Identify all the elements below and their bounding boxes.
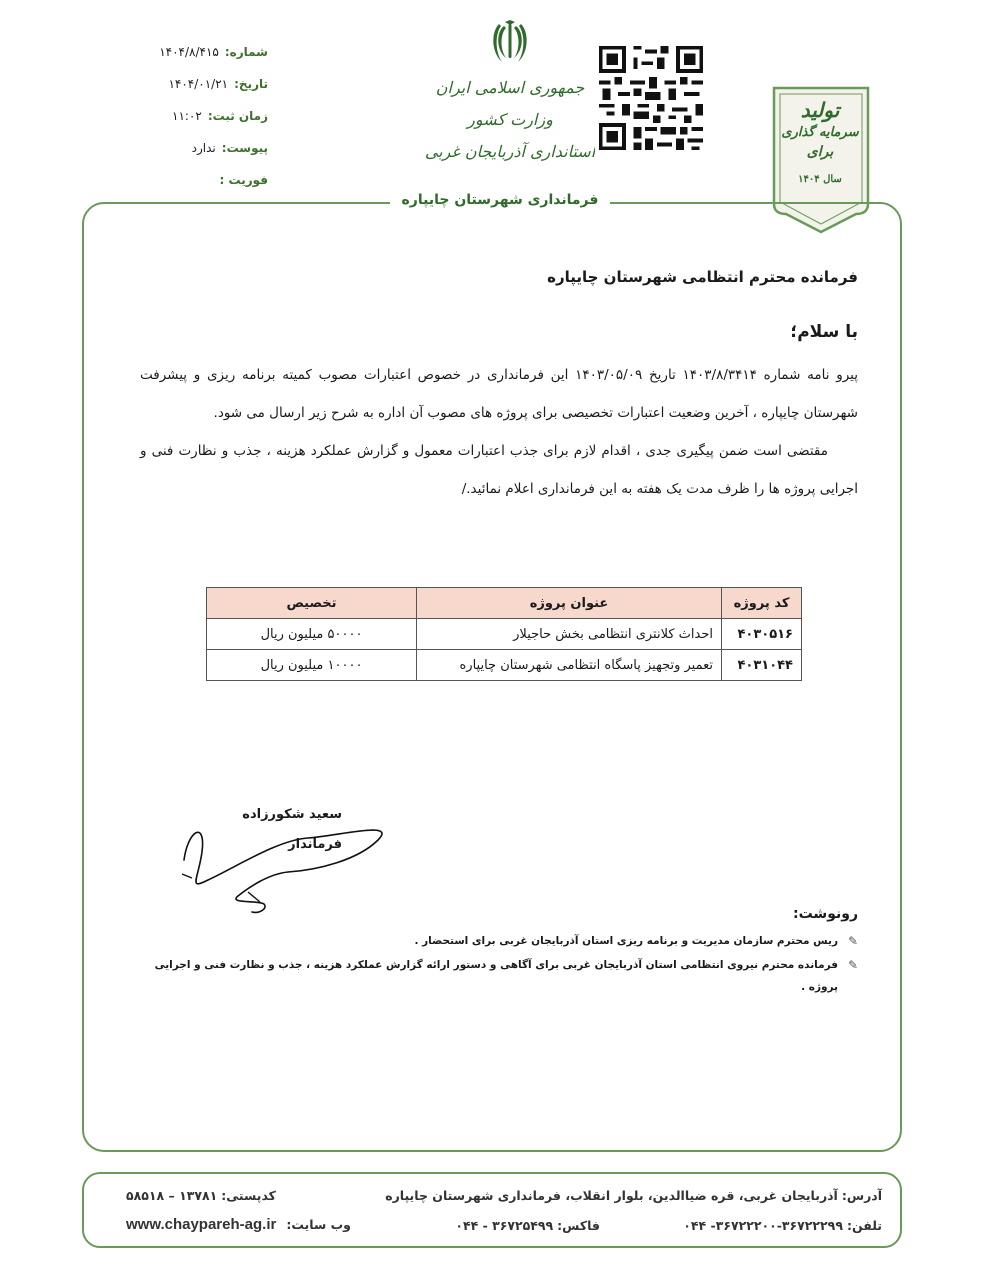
meta-urgency [138, 164, 268, 196]
signer-name: سعید شکورزاده [242, 807, 342, 822]
header-republic: جمهوری اسلامی ایران [435, 78, 585, 97]
meta-number-value: ۱۴۰۴/۸/۴۱۵ [159, 45, 219, 59]
cc-item [148, 930, 858, 952]
footer-website [126, 1216, 351, 1233]
meta-attachment-value: ندارد [191, 141, 216, 155]
table-header-row [207, 588, 802, 619]
meta-date-label: تاریخ: [234, 77, 268, 91]
cc-item [148, 954, 858, 998]
banner-year: سال ۱۴۰۴ [798, 174, 842, 185]
meta-time-label: زمان ثبت: [207, 109, 268, 123]
column-header-allocation: تخصیص [207, 588, 417, 619]
signer-title: فرماندار [288, 837, 342, 852]
column-header-code: کد پروژه [722, 588, 802, 619]
qr-code-icon [595, 42, 707, 154]
banner-line-3: برای [806, 144, 834, 160]
letter-body [140, 268, 858, 508]
meta-number-label: شماره: [224, 45, 268, 59]
website-link[interactable]: www.chaypareh-ag.ir [126, 1216, 277, 1233]
column-header-title: عنوان پروژه [417, 588, 722, 619]
pen-icon: ✎ [847, 934, 858, 948]
project-code: ۴۰۳۱۰۴۴ [722, 650, 802, 681]
letter-meta [138, 36, 268, 196]
footer-phone [683, 1218, 882, 1233]
allocation-table [206, 587, 802, 681]
meta-time [138, 100, 268, 132]
meta-number [138, 36, 268, 68]
addressee: فرمانده محترم انتظامی شهرستان چایپاره [547, 268, 858, 286]
project-allocation: ۱۰۰۰۰ میلیون ریال [207, 650, 417, 681]
governorate-title: فرمانداری شهرستان چایپاره [390, 190, 610, 210]
banner-line-1: تولید [800, 98, 840, 122]
project-code: ۴۰۳۰۵۱۶ [722, 619, 802, 650]
cc-item-text: ریس محترم سازمان مدیریت و برنامه ریزی استان آذربایجان غربی برای استحضار . [414, 935, 838, 947]
project-title: تعمیر وتجهیز پاسگاه انتظامی شهرستان چایپاره [417, 650, 722, 681]
cc-item-text: فرمانده محترم نیروی انتظامی استان آذربایجان غربی برای آگاهی و دستور ارائه گزارش عملکرد هزینه ، جذب و نظارت فنی و اجرایی پروژه . [154, 959, 838, 993]
meta-attachment-label: پیوست: [221, 141, 268, 155]
pen-icon: ✎ [847, 958, 858, 972]
postal-label: کدپستی: [221, 1188, 276, 1203]
letterhead [395, 20, 625, 168]
carbon-copy-section [148, 906, 858, 1000]
fax-value: ۳۶۷۲۵۴۹۹ - ۰۴۴ [455, 1218, 554, 1233]
phone-label: تلفن: [846, 1218, 882, 1233]
banner-line-2: سرمایه گذاری [781, 125, 859, 140]
fax-label: فاکس: [557, 1218, 600, 1233]
letter-footer [82, 1172, 902, 1248]
address-value: آذربایجان غربی، قره ضیاالدین، بلوار انقلاب، فرمانداری شهرستان چایپاره [385, 1188, 838, 1203]
signer-block [232, 800, 342, 860]
header-ministry: وزارت کشور [467, 110, 553, 129]
website-label: وب سایت: [286, 1217, 351, 1232]
phone-value: ۳۶۷۲۲۲۰۰-۳۶۷۲۲۲۹۹- ۰۴۴ [683, 1218, 843, 1233]
footer-fax [455, 1218, 600, 1233]
paragraph-2: مقتضی است ضمن پیگیری جدی ، اقدام لازم برای جذب اعتبارات معمول و گزارش عملکرد هزینه ، جذب و نظارت فنی و اجرایی پروژه ها را ظرف مدت یک هفته به این فرمانداری اعلام نمائید./ [140, 443, 858, 497]
table-row [207, 650, 802, 681]
postal-value: ۱۳۷۸۱ – ۵۸۵۱۸ [126, 1188, 218, 1203]
project-allocation: ۵۰۰۰۰ میلیون ریال [207, 619, 417, 650]
table-row [207, 619, 802, 650]
meta-date-value: ۱۴۰۴/۰۱/۲۱ [168, 77, 229, 91]
footer-address [385, 1188, 882, 1203]
project-title: احداث کلانتری انتظامی بخش حاجیلار [417, 619, 722, 650]
footer-postal [126, 1188, 276, 1203]
address-label: آدرس: [841, 1188, 882, 1203]
cc-title: رونوشت: [793, 906, 858, 922]
header-province: استانداری آذربایجان غربی [424, 142, 596, 161]
meta-date [138, 68, 268, 100]
meta-attachment [138, 132, 268, 164]
meta-urgency-label: فوریت : [219, 173, 268, 187]
year-slogan [780, 96, 860, 188]
meta-time-value: ۱۱:۰۲ [172, 109, 202, 123]
paragraph-1: پیرو نامه شماره ۱۴۰۳/۸/۳۴۱۴ تاریخ ۱۴۰۳/۰۵/۰۹ این فرمانداری در خصوص اعتبارات مصوب کمیته برنامه ریزی و پیشرفت شهرستان چایپاره ، آخرین وضعیت اعتبارات تخصیصی برای پروژه های مصوب آن اداره به شرح زیر ارسال می شود. [140, 367, 858, 421]
greeting: با سلام؛ [790, 322, 858, 342]
iran-emblem-icon [490, 20, 530, 64]
